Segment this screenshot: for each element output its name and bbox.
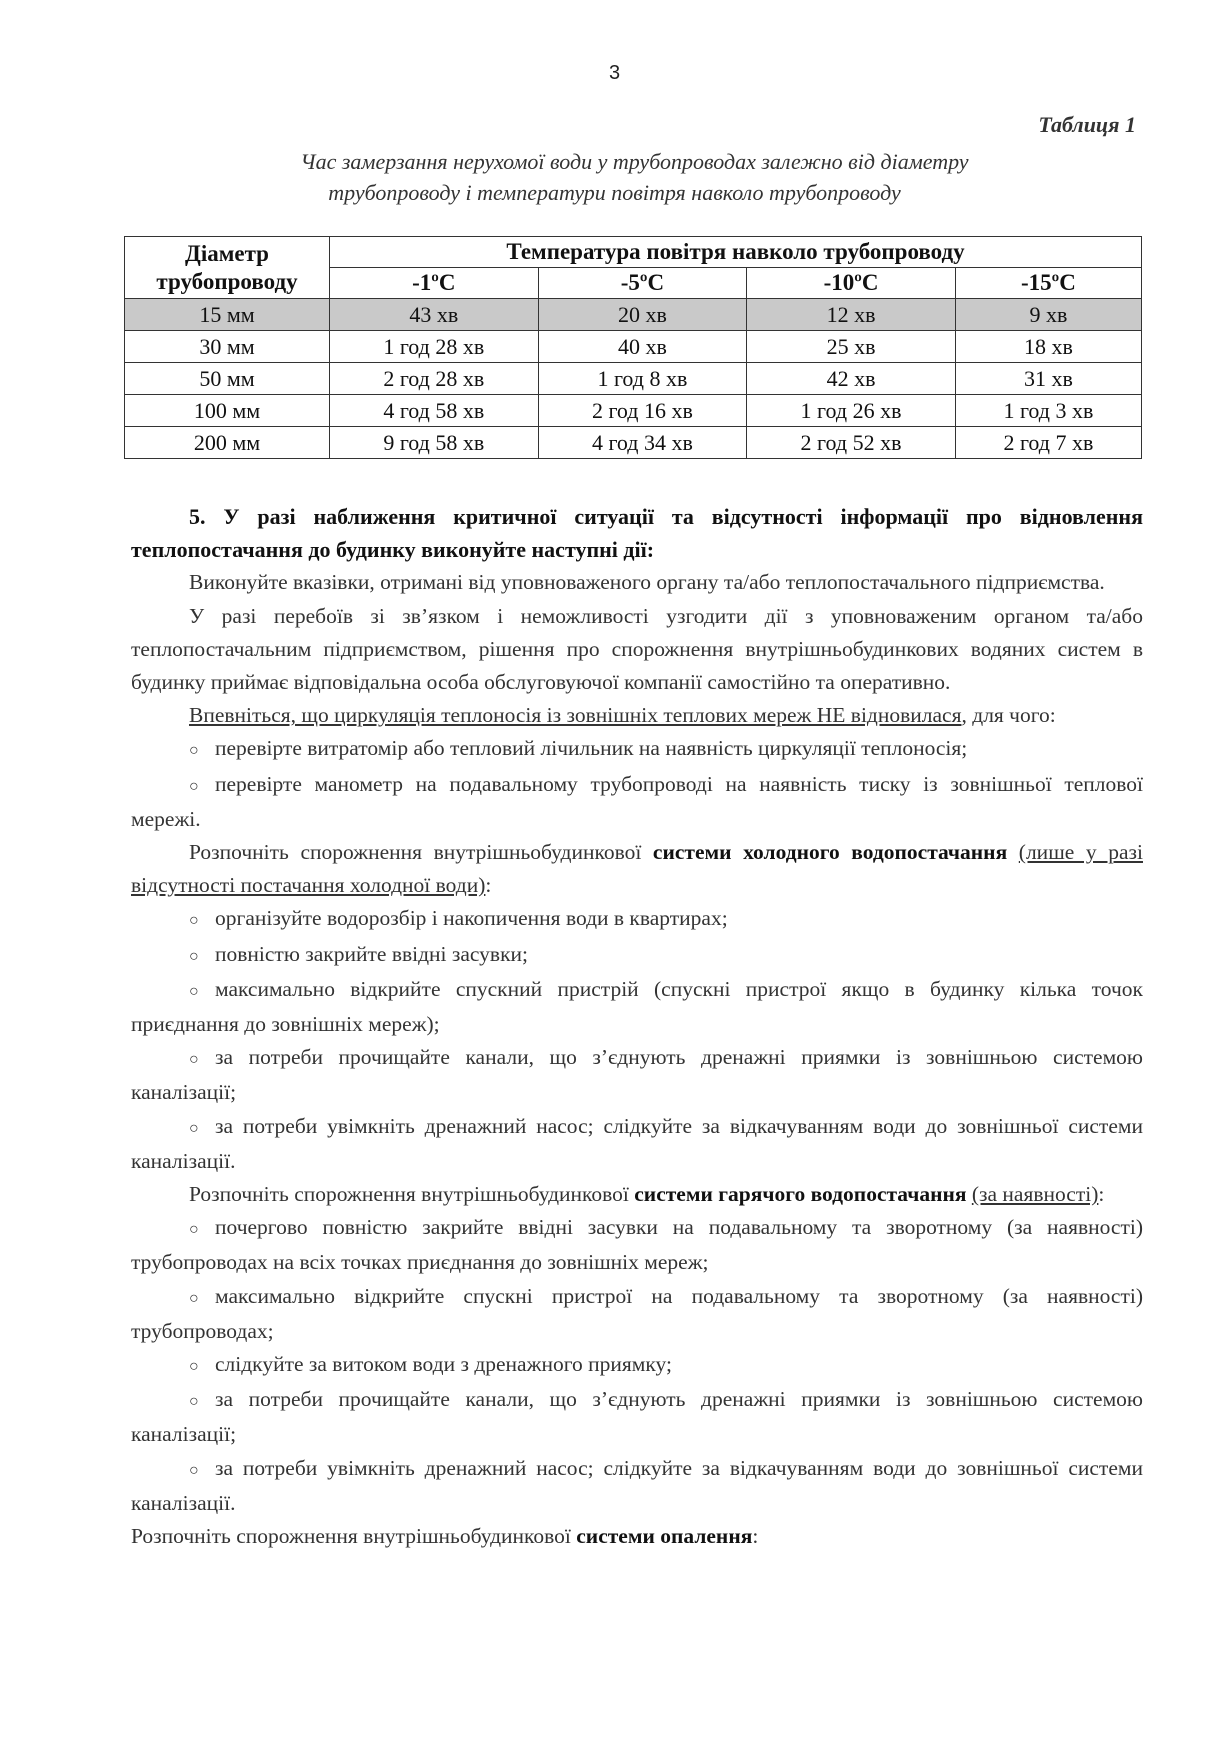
cell-diameter: 30 мм	[125, 331, 330, 363]
bullet-circle-icon: ○	[189, 947, 199, 965]
caption-line-2: трубопроводу і температури повітря навколо трубопроводу	[328, 180, 901, 205]
paragraph-heating: Розпочніть спорожнення внутрішньобудинкової системи опалення:	[131, 1524, 759, 1549]
cell-value: 9 хв	[955, 299, 1141, 331]
paragraph-communication-failure: У разі перебоїв зі зв’язком і неможливості узгодити дії з уповноваженим органом та/або теплопостачальним підприємством, рішення про спорожнення внутрішньобудинкових водяних систем в будинку приймає відповідальна особа обслуговуючої компанії самостійно та оперативно.	[131, 603, 1143, 695]
freezing-time-table	[124, 236, 1142, 459]
caption-line-1: Час замерзання нерухомої води у трубопроводах залежно від діаметру	[300, 149, 969, 174]
cell-value: 2 год 7 хв	[955, 427, 1141, 459]
cell-diameter: 200 мм	[125, 427, 330, 459]
verify-circulation-underlined: Впевніться, що циркуляція теплоносія із зовнішніх теплових мереж НЕ відновилася	[189, 703, 962, 728]
table-row	[125, 427, 1142, 459]
cell-value: 20 хв	[538, 299, 747, 331]
bullet-circle-icon: ○	[189, 982, 199, 1000]
cell-value: 1 год 3 хв	[955, 395, 1141, 427]
page-number: 3	[608, 62, 621, 84]
list-item: ○ за потреби увімкніть дренажний насос; слідкуйте за відкачуванням води до зовнішньої системи каналізації.	[131, 1455, 1143, 1515]
list-item: ○ максимально відкрийте спускний пристрій (спускні пристрої якщо в будинку кілька точок приєднання до зовнішніх мереж);	[131, 976, 1143, 1037]
paragraph-verify-circulation: Впевніться, що циркуляція теплоносія із зовнішніх теплових мереж НЕ відновилася, для чого:	[189, 703, 1056, 728]
list-item: ○ перевірте витратомір або тепловий лічильник на наявність циркуляції теплоносія;	[131, 732, 1143, 767]
cell-value: 43 хв	[330, 299, 539, 331]
bullet-circle-icon: ○	[189, 1393, 199, 1411]
cell-value: 40 хв	[538, 331, 747, 363]
bullet-circle-icon: ○	[189, 1461, 199, 1479]
cell-value: 18 хв	[955, 331, 1141, 363]
bullet-circle-icon: ○	[189, 1119, 199, 1137]
cell-value: 9 год 58 хв	[330, 427, 539, 459]
cell-value: 2 год 28 хв	[330, 363, 539, 395]
list-item: ○ почергово повністю закрийте ввідні засувки на подавальному та зворотному (за наявності) трубопроводах на всіх точках приєднання до зовнішніх мереж;	[131, 1215, 1143, 1275]
list-item: ○ за потреби увімкніть дренажний насос; слідкуйте за відкачуванням води до зовнішньої системи каналізації.	[131, 1113, 1143, 1173]
list-item: ○ перевірте манометр на подавальному трубопроводі на наявність тиску із зовнішньої теплової мережі.	[131, 771, 1143, 831]
paragraph-follow-instructions: Виконуйте вказівки, отримані від уповноваженого органу та/або теплопостачального підприємства.	[189, 570, 1105, 595]
header-diameter: Діаметр трубопроводу	[125, 237, 330, 299]
bullet-circle-icon: ○	[189, 912, 199, 930]
cell-value: 1 год 8 хв	[538, 363, 747, 395]
section-5-heading: 5. У разі наближення критичної ситуації та відсутності інформації про відновлення теплопостачання до будинку виконуйте наступні дії:	[131, 504, 1143, 563]
list-item: ○ організуйте водорозбір і накопичення води в квартирах;	[131, 902, 1143, 937]
list-item: ○ за потреби прочищайте канали, що з’єднують дренажні приямки із зовнішньою системою каналізації;	[131, 1045, 1143, 1105]
list-item: ○ повністю закрийте ввідні засувки;	[131, 938, 1143, 973]
cell-value: 25 хв	[747, 331, 956, 363]
cell-diameter: 15 мм	[125, 299, 330, 331]
table-label: Таблиця 1	[1038, 112, 1136, 137]
paragraph-cold-water: Розпочніть спорожнення внутрішньобудинкової системи холодного водопостачання (лише у разі відсутності постачання холодної води):	[131, 840, 1143, 898]
header-temp-15: -15ºC	[955, 268, 1141, 299]
list-item: ○ слідкуйте за витоком води з дренажного приямку;	[131, 1348, 1143, 1383]
header-temp-10: -10ºC	[747, 268, 956, 299]
table-row	[125, 363, 1142, 395]
table-row	[125, 331, 1142, 363]
header-temp-1: -1ºC	[330, 268, 539, 299]
table-row	[125, 395, 1142, 427]
bullet-circle-icon: ○	[189, 777, 199, 795]
list-item: ○ максимально відкрийте спускні пристрої на подавальному та зворотному (за наявності) трубопроводах;	[131, 1283, 1143, 1343]
cell-value: 31 хв	[955, 363, 1141, 395]
cell-value: 1 год 28 хв	[330, 331, 539, 363]
bullet-circle-icon: ○	[189, 1289, 199, 1307]
header-temperature-group: Температура повітря навколо трубопроводу	[330, 237, 1142, 268]
list-item: ○ за потреби прочищайте канали, що з’єднують дренажні приямки із зовнішньою системою каналізації;	[131, 1387, 1143, 1447]
section-5-body	[131, 500, 1143, 1553]
bullet-circle-icon: ○	[189, 1051, 199, 1069]
cell-diameter: 100 мм	[125, 395, 330, 427]
paragraph-hot-water: Розпочніть спорожнення внутрішньобудинкової системи гарячого водопостачання (за наявності):	[189, 1182, 1105, 1207]
bullet-circle-icon: ○	[189, 1358, 199, 1376]
bullet-circle-icon: ○	[189, 1221, 199, 1239]
bullet-circle-icon: ○	[189, 742, 199, 760]
cell-value: 1 год 26 хв	[747, 395, 956, 427]
cell-value: 42 хв	[747, 363, 956, 395]
cell-value: 12 хв	[747, 299, 956, 331]
cell-value: 2 год 16 хв	[538, 395, 747, 427]
cell-value: 4 год 58 хв	[330, 395, 539, 427]
cell-diameter: 50 мм	[125, 363, 330, 395]
header-temp-5: -5ºC	[538, 268, 747, 299]
table-row	[125, 299, 1142, 331]
cell-value: 4 год 34 хв	[538, 427, 747, 459]
cell-value: 2 год 52 хв	[747, 427, 956, 459]
table-caption	[0, 146, 1229, 208]
